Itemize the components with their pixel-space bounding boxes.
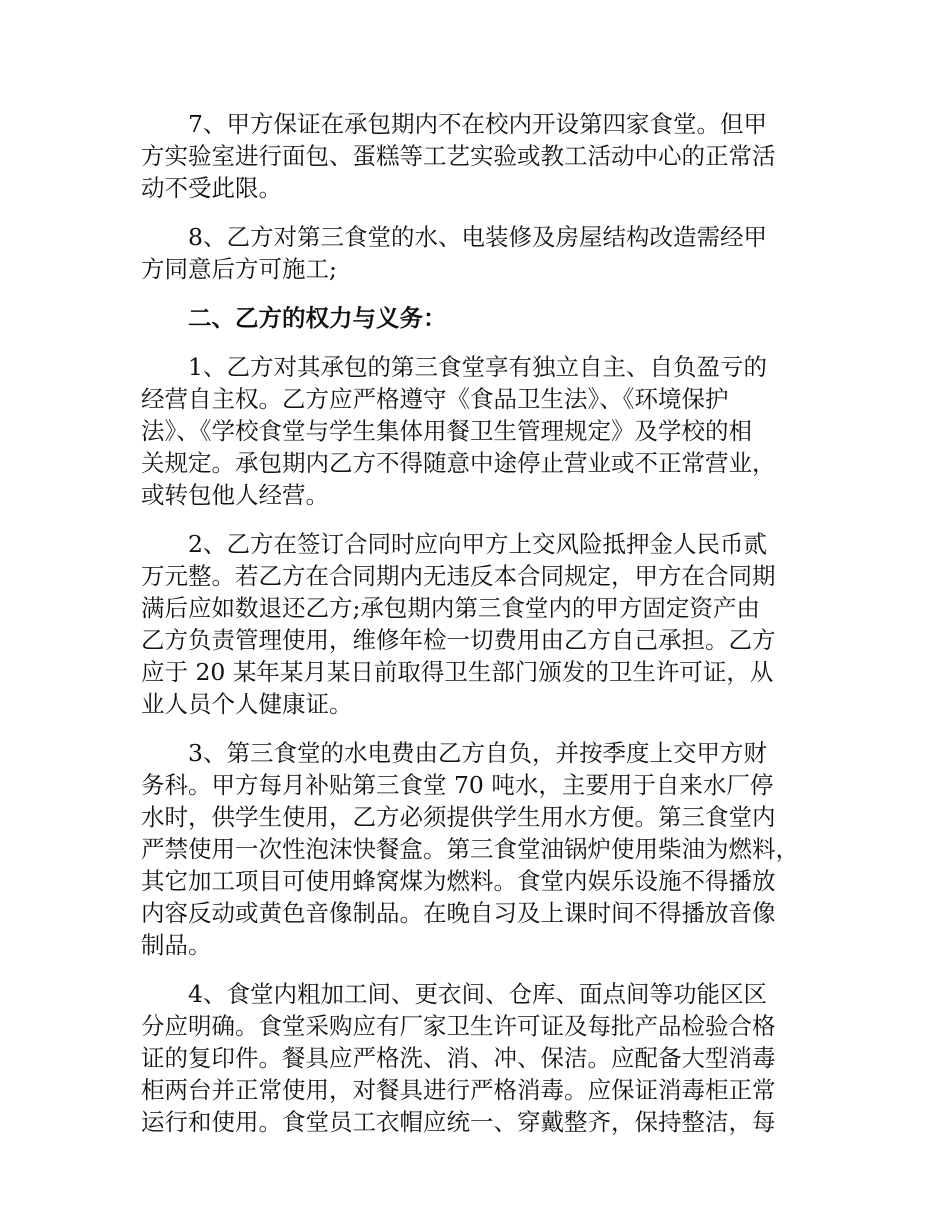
text-line: 分应明确。食堂采购应有厂家卫生许可证及每批产品检验合格 xyxy=(141,1012,776,1040)
text-line: 乙方负责管理使用，维修年检一切费用由乙方自己承担。乙方 xyxy=(141,626,776,654)
text-line: 关规定。承包期内乙方不得随意中途停止营业或不正常营业， xyxy=(141,449,776,477)
paragraph-item-8 xyxy=(141,221,826,285)
text-line: 柜两台并正常使用，对餐具进行严格消毒。应保证消毒柜正常 xyxy=(141,1076,776,1104)
section-heading: 二、乙方的权力与义务： xyxy=(188,304,447,332)
text-line: 万元整。若乙方在合同期内无违反本合同规定，甲方在合同期 xyxy=(141,562,776,590)
text-line: 严禁使用一次性泡沫快餐盒。第三食堂油锅炉使用柴油为燃料， xyxy=(141,835,799,863)
text-line: 方同意后方可施工; xyxy=(141,255,337,283)
paragraph-item-7 xyxy=(141,108,826,204)
text-line: 2、乙方在签订合同时应向甲方上交风险抵押金人民币贰 xyxy=(188,530,767,558)
text-line: 满后应如数退还乙方;承包期内第三食堂内的甲方固定资产由 xyxy=(141,594,760,622)
text-line: 方实验室进行面包、蛋糕等工艺实验或教工活动中心的正常活 xyxy=(141,142,776,170)
text-line: 内容反动或黄色音像制品。在晚自习及上课时间不得播放音像 xyxy=(141,899,776,927)
text-line: 证的复印件。餐具应严格洗、消、冲、保洁。应配备大型消毒 xyxy=(141,1044,776,1072)
text-line: 业人员个人健康证。 xyxy=(141,690,353,718)
text-line: 7、甲方保证在承包期内不在校内开设第四家食堂。但甲 xyxy=(188,110,767,138)
paragraph-item-2 xyxy=(141,528,826,720)
text-line: 应于 20 某年某月某日前取得卫生部门颁发的卫生许可证，从 xyxy=(141,658,774,686)
text-line: 务科。甲方每月补贴第三食堂 70 吨水，主要用于自来水厂停 xyxy=(141,771,774,799)
text-line: 4、食堂内粗加工间、更衣间、仓库、面点间等功能区区 xyxy=(188,980,767,1008)
text-line: 或转包他人经营。 xyxy=(141,481,329,509)
paragraph-item-3 xyxy=(141,737,826,961)
text-line: 8、乙方对第三食堂的水、电装修及房屋结构改造需经甲 xyxy=(188,223,767,251)
text-line: 运行和使用。食堂员工衣帽应统一、穿戴整齐，保持整洁，每 xyxy=(141,1108,776,1136)
text-line: 其它加工项目可使用蜂窝煤为燃料。食堂内娱乐设施不得播放 xyxy=(141,867,776,895)
paragraph-item-4 xyxy=(141,978,826,1138)
text-line: 3、第三食堂的水电费由乙方自负，并按季度上交甲方财 xyxy=(188,739,767,767)
text-line: 经营自主权。乙方应严格遵守《食品卫生法》、《环境保护 xyxy=(141,385,729,413)
text-line: 法》、《学校食堂与学生集体用餐卫生管理规定》及学校的相 xyxy=(141,417,752,445)
text-line: 1、乙方对其承包的第三食堂享有独立自主、自负盈亏的 xyxy=(188,353,767,381)
text-line: 制品。 xyxy=(141,931,212,959)
text-line: 水时，供学生使用，乙方必须提供学生用水方便。第三食堂内 xyxy=(141,803,776,831)
text-line: 动不受此限。 xyxy=(141,174,282,202)
paragraph-item-1 xyxy=(141,351,826,511)
document-page xyxy=(141,108,826,1155)
